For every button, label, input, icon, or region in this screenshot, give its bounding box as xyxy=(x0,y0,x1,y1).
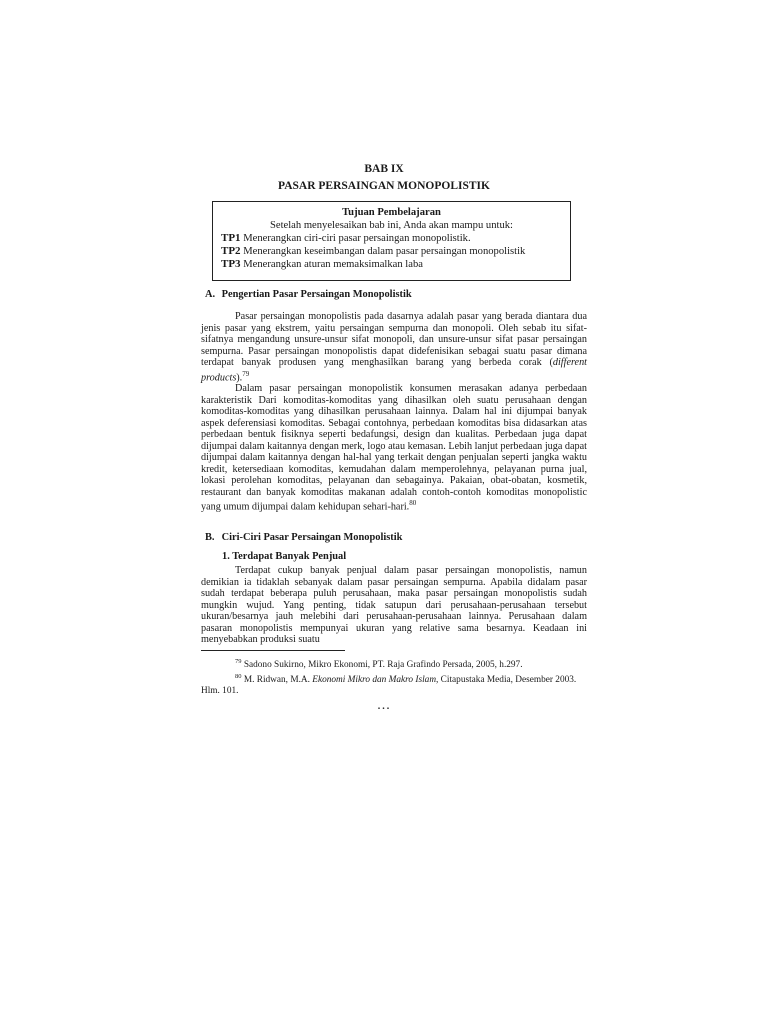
footnote xyxy=(201,656,587,671)
page-continuation-ellipsis: ... xyxy=(377,698,391,713)
section-b-heading xyxy=(205,532,402,543)
section-letter: B. xyxy=(205,532,215,543)
paragraph: Terdapat cukup banyak penjual dalam pasar persaingan monopolistis, namun demikian ia tidaklah sebanyak dalam pasar persaingan sempurna. Apabila didalam pasar sudah terdapat beberapa puluh perusahaan, maka pasar persaingan monopolistis sudah mungkin wujud. Yang penting, tidak satupun dari perusahaan-perusahaan tersebut ukuran/besarnya jauh melebihi dari perusahaan-perusahaan lainnya. Perusahaan dalam pasaran monopolistis mempunyai ukuran yang relative sama besarnya. Keadaan ini menyebabkan produksi suatu xyxy=(201,565,587,645)
objective-text: Menerangkan aturan memaksimalkan laba xyxy=(243,259,423,270)
objective-code: TP2 xyxy=(221,245,241,257)
chapter-title: PASAR PERSAINGAN MONOPOLISTIK xyxy=(278,180,490,192)
section-a-body xyxy=(201,311,587,513)
footnote-italic-title: Ekonomi Mikro dan Makro Islam xyxy=(312,675,437,686)
objective-code: TP3 xyxy=(221,258,241,270)
section-title: Pengertian Pasar Persaingan Monopolistik xyxy=(221,289,412,300)
section-b-body xyxy=(201,565,587,646)
subsection-heading: 1. Terdapat Banyak Penjual xyxy=(222,551,347,562)
footnote xyxy=(201,671,587,697)
chapter-number: BAB IX xyxy=(364,163,404,175)
footnote-mark: 80 xyxy=(235,673,242,681)
section-title: Ciri-Ciri Pasar Persaingan Monopolistik xyxy=(221,532,403,543)
paragraph xyxy=(201,383,587,513)
footnote-ref: 80 xyxy=(409,499,417,508)
objectives-heading: Tujuan Pembelajaran xyxy=(342,207,441,218)
objective-item xyxy=(213,245,570,258)
learning-objectives-box xyxy=(212,201,571,281)
footnote-mark: 79 xyxy=(235,658,242,665)
objective-text: Menerangkan keseimbangan dalam pasar persaingan monopolistik xyxy=(243,246,526,257)
objectives-intro: Setelah menyelesaikan bab ini, Anda akan mampu untuk: xyxy=(269,220,513,231)
footnote-divider xyxy=(201,650,345,651)
section-letter: A. xyxy=(205,289,216,300)
objective-item xyxy=(213,232,570,245)
footnote-text: , Citapustaka Media, Desember 2003. Hlm. 101. xyxy=(201,675,577,697)
paragraph-text: Pasar persaingan monopolistis pada dasarnya adalah pasar yang berada diantara dua jenis pasar yang ekstrem, yaitu persaingan sempurna dan monopoli. Oleh sebab itu sifat-sifatnya mengandung unsure-unsur sifat monopoli, dan unsure-unsur sifat pasar persaingan sempurna. Pasar persaingan monopolistis dapat didefenisikan sebagai suatu pasar dimana terdapat banyak produsen yang menghasilkan barang yang berbeda corak ( xyxy=(201,311,587,368)
paragraph-text: Dalam pasar persaingan monopolistik konsumen merasakan adanya perbedaan karakteristik Dari komoditas-komoditas yang dihasilkan oleh suatu perusahaan dengan komoditas-komoditas yang dihasilkan perusahaan lainnya. Dalam hal ini dijumpai banyak aspek deferensiasi komoditas. Sebagai contohnya, perbedaan komoditas bisa didasarkan atas perbedaan bentuk fisiknya seperti bedafungsi, design dan kualitas. Perbedaan juga dapat dijumpai dalam kaitannya dengan merk, logo atau kemasan. Lebih lanjut perbedaan juga dapat dijumpai dalam kaitannya dengan hal-hal yang terkait dengan penjualan seperti jangka waktu kredit, ketersediaan komoditas, kemudahan dalam memperolehnya, pelayanan purna jual, lokasi perolehan komoditas, pelayanan dan sebagainya. Pakaian, obat-obatan, kosmetik, restaurant dan banyak komoditas makanan adalah contoh-contoh komoditas monopolistic yang umum dijumpai dalam kehidupan sehari-hari. xyxy=(201,383,587,513)
section-a-heading xyxy=(205,289,412,300)
italic-term: different products xyxy=(201,357,587,383)
paragraph-text: ). xyxy=(236,371,243,383)
objective-code: TP1 xyxy=(221,232,241,244)
footnote-ref: 79 xyxy=(242,369,250,378)
paragraph xyxy=(201,311,587,383)
footnotes xyxy=(201,656,587,697)
footnote-text: Sadono Sukirno, Mikro Ekonomi, PT. Raja Grafindo Persada, 2005, h.297. xyxy=(243,660,523,671)
objective-text: Menerangkan ciri-ciri pasar persaingan monopolistik. xyxy=(243,233,471,244)
footnote-text: M. Ridwan, M.A. xyxy=(243,675,313,686)
objective-item xyxy=(213,258,570,271)
